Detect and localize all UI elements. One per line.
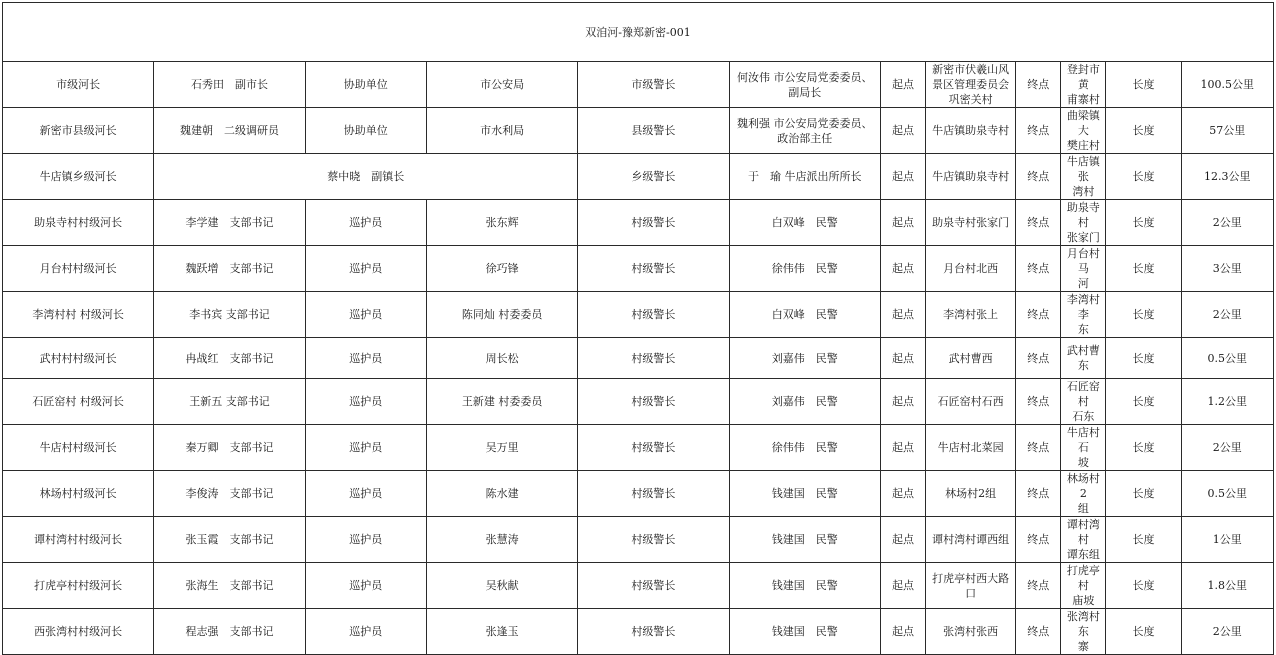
police-chief-cell: 刘嘉伟 民警 xyxy=(729,338,880,379)
police-level-cell: 村级警长 xyxy=(578,563,729,609)
end-point-cell: 登封市黄 甫寨村 xyxy=(1061,62,1106,108)
end-point-cell: 石匠窑村 石东 xyxy=(1061,379,1106,425)
police-chief-cell: 刘嘉伟 民警 xyxy=(729,379,880,425)
river-chief-cell: 魏跃增 支部书记 xyxy=(154,246,305,292)
length-label-cell: 长度 xyxy=(1106,471,1181,517)
length-label-cell: 长度 xyxy=(1106,154,1181,200)
length-value-cell: 3公里 xyxy=(1181,246,1273,292)
start-point-cell: 李湾村张上 xyxy=(926,292,1016,338)
table-row xyxy=(3,108,1274,154)
assist-label-cell: 协助单位 xyxy=(305,108,426,154)
length-label-cell: 长度 xyxy=(1106,609,1181,655)
end-point-cell: 牛店村石 坡 xyxy=(1061,425,1106,471)
table-row xyxy=(3,471,1274,517)
river-chief-cell: 冉战红 支部书记 xyxy=(154,338,305,379)
title-row xyxy=(3,3,1274,62)
assist-label-cell: 协助单位 xyxy=(305,62,426,108)
length-label-cell: 长度 xyxy=(1106,379,1181,425)
assist-label-cell: 巡护员 xyxy=(305,471,426,517)
table-row xyxy=(3,517,1274,563)
end-label-cell: 终点 xyxy=(1016,246,1061,292)
police-level-cell: 村级警长 xyxy=(578,425,729,471)
police-chief-cell: 徐伟伟 民警 xyxy=(729,425,880,471)
assist-unit-cell: 徐巧锋 xyxy=(426,246,577,292)
start-point-cell: 牛店村北菜园 xyxy=(926,425,1016,471)
start-label-cell: 起点 xyxy=(880,517,925,563)
police-level-cell: 村级警长 xyxy=(578,338,729,379)
river-chief-level-cell: 谭村湾村村级河长 xyxy=(3,517,154,563)
table-row xyxy=(3,62,1274,108)
start-point-cell: 张湾村张西 xyxy=(926,609,1016,655)
length-value-cell: 1公里 xyxy=(1181,517,1273,563)
end-point-cell: 牛店镇张 湾村 xyxy=(1061,154,1106,200)
end-label-cell: 终点 xyxy=(1016,563,1061,609)
river-chief-level-cell: 新密市县级河长 xyxy=(3,108,154,154)
length-label-cell: 长度 xyxy=(1106,517,1181,563)
length-value-cell: 2公里 xyxy=(1181,200,1273,246)
river-chief-cell: 李俊涛 支部书记 xyxy=(154,471,305,517)
river-chief-cell: 蔡中晓 副镇长 xyxy=(154,154,578,200)
end-label-cell: 终点 xyxy=(1016,471,1061,517)
river-chief-cell: 石秀田 副市长 xyxy=(154,62,305,108)
end-label-cell: 终点 xyxy=(1016,108,1061,154)
length-value-cell: 2公里 xyxy=(1181,292,1273,338)
river-chief-table xyxy=(2,2,1274,655)
start-point-cell: 石匠窑村石西 xyxy=(926,379,1016,425)
police-chief-cell: 何汝伟 市公安局党委委员、 副局长 xyxy=(729,62,880,108)
table-row xyxy=(3,338,1274,379)
start-point-cell: 打虎亭村西大路口 xyxy=(926,563,1016,609)
length-label-cell: 长度 xyxy=(1106,108,1181,154)
police-chief-cell: 钱建国 民警 xyxy=(729,563,880,609)
start-label-cell: 起点 xyxy=(880,379,925,425)
end-point-cell: 打虎亭村 庙坡 xyxy=(1061,563,1106,609)
police-chief-cell: 于 瑜 牛店派出所所长 xyxy=(729,154,880,200)
end-label-cell: 终点 xyxy=(1016,379,1061,425)
river-chief-level-cell: 打虎亭村村级河长 xyxy=(3,563,154,609)
police-level-cell: 村级警长 xyxy=(578,246,729,292)
assist-unit-cell: 吴万里 xyxy=(426,425,577,471)
river-chief-level-cell: 牛店镇乡级河长 xyxy=(3,154,154,200)
assist-unit-cell: 王新建 村委委员 xyxy=(426,379,577,425)
police-chief-cell: 钱建国 民警 xyxy=(729,517,880,563)
end-label-cell: 终点 xyxy=(1016,425,1061,471)
start-label-cell: 起点 xyxy=(880,154,925,200)
table-row xyxy=(3,379,1274,425)
table-row xyxy=(3,425,1274,471)
start-label-cell: 起点 xyxy=(880,292,925,338)
police-level-cell: 村级警长 xyxy=(578,609,729,655)
river-chief-level-cell: 西张湾村村级河长 xyxy=(3,609,154,655)
assist-label-cell: 巡护员 xyxy=(305,517,426,563)
river-chief-level-cell: 李湾村村 村级河长 xyxy=(3,292,154,338)
assist-unit-cell: 市水利局 xyxy=(426,108,577,154)
length-value-cell: 100.5公里 xyxy=(1181,62,1273,108)
river-chief-cell: 李学建 支部书记 xyxy=(154,200,305,246)
end-label-cell: 终点 xyxy=(1016,62,1061,108)
start-label-cell: 起点 xyxy=(880,425,925,471)
assist-label-cell: 巡护员 xyxy=(305,609,426,655)
police-level-cell: 村级警长 xyxy=(578,292,729,338)
police-chief-cell: 钱建国 民警 xyxy=(729,609,880,655)
end-label-cell: 终点 xyxy=(1016,200,1061,246)
assist-unit-cell: 张逢玉 xyxy=(426,609,577,655)
start-label-cell: 起点 xyxy=(880,246,925,292)
assist-label-cell: 巡护员 xyxy=(305,200,426,246)
start-label-cell: 起点 xyxy=(880,563,925,609)
table-row xyxy=(3,563,1274,609)
length-value-cell: 1.2公里 xyxy=(1181,379,1273,425)
river-chief-cell: 秦万卿 支部书记 xyxy=(154,425,305,471)
table-row xyxy=(3,246,1274,292)
start-point-cell: 武村曹西 xyxy=(926,338,1016,379)
assist-label-cell: 巡护员 xyxy=(305,379,426,425)
assist-unit-cell: 市公安局 xyxy=(426,62,577,108)
assist-unit-cell: 陈同灿 村委委员 xyxy=(426,292,577,338)
length-value-cell: 12.3公里 xyxy=(1181,154,1273,200)
end-point-cell: 武村曹东 xyxy=(1061,338,1106,379)
police-chief-cell: 白双峰 民警 xyxy=(729,200,880,246)
length-label-cell: 长度 xyxy=(1106,246,1181,292)
assist-unit-cell: 张东辉 xyxy=(426,200,577,246)
assist-label-cell: 巡护员 xyxy=(305,292,426,338)
river-chief-cell: 李书宾 支部书记 xyxy=(154,292,305,338)
river-chief-level-cell: 助泉寺村村级河长 xyxy=(3,200,154,246)
start-label-cell: 起点 xyxy=(880,62,925,108)
end-label-cell: 终点 xyxy=(1016,292,1061,338)
end-label-cell: 终点 xyxy=(1016,609,1061,655)
table-row xyxy=(3,154,1274,200)
end-point-cell: 谭村湾村 谭东组 xyxy=(1061,517,1106,563)
start-point-cell: 新密市伏羲山风 景区管理委员会 巩密关村 xyxy=(926,62,1016,108)
river-chief-level-cell: 林场村村级河长 xyxy=(3,471,154,517)
assist-unit-cell: 张慧涛 xyxy=(426,517,577,563)
end-point-cell: 林场村2 组 xyxy=(1061,471,1106,517)
length-value-cell: 2公里 xyxy=(1181,425,1273,471)
length-value-cell: 2公里 xyxy=(1181,609,1273,655)
start-point-cell: 月台村北西 xyxy=(926,246,1016,292)
start-point-cell: 牛店镇助泉寺村 xyxy=(926,108,1016,154)
end-label-cell: 终点 xyxy=(1016,338,1061,379)
river-chief-cell: 程志强 支部书记 xyxy=(154,609,305,655)
table-title: 双洎河-豫郑新密-001 xyxy=(3,3,1274,62)
end-label-cell: 终点 xyxy=(1016,517,1061,563)
end-point-cell: 月台村马 河 xyxy=(1061,246,1106,292)
start-point-cell: 助泉寺村张家门 xyxy=(926,200,1016,246)
length-label-cell: 长度 xyxy=(1106,292,1181,338)
assist-unit-cell: 周长松 xyxy=(426,338,577,379)
police-level-cell: 村级警长 xyxy=(578,379,729,425)
assist-label-cell: 巡护员 xyxy=(305,338,426,379)
length-value-cell: 0.5公里 xyxy=(1181,338,1273,379)
assist-unit-cell: 吴秋献 xyxy=(426,563,577,609)
length-label-cell: 长度 xyxy=(1106,200,1181,246)
police-chief-cell: 魏利强 市公安局党委委员、 政治部主任 xyxy=(729,108,880,154)
river-chief-cell: 魏建朝 二级调研员 xyxy=(154,108,305,154)
end-label-cell: 终点 xyxy=(1016,154,1061,200)
length-label-cell: 长度 xyxy=(1106,425,1181,471)
start-label-cell: 起点 xyxy=(880,338,925,379)
police-level-cell: 村级警长 xyxy=(578,471,729,517)
assist-label-cell: 巡护员 xyxy=(305,425,426,471)
start-label-cell: 起点 xyxy=(880,609,925,655)
police-level-cell: 村级警长 xyxy=(578,200,729,246)
assist-label-cell: 巡护员 xyxy=(305,563,426,609)
river-chief-level-cell: 武村村村级河长 xyxy=(3,338,154,379)
start-point-cell: 谭村湾村谭西组 xyxy=(926,517,1016,563)
river-chief-cell: 张海生 支部书记 xyxy=(154,563,305,609)
start-point-cell: 牛店镇助泉寺村 xyxy=(926,154,1016,200)
assist-unit-cell: 陈水建 xyxy=(426,471,577,517)
end-point-cell: 助泉寺村 张家门 xyxy=(1061,200,1106,246)
police-level-cell: 乡级警长 xyxy=(578,154,729,200)
end-point-cell: 张湾村东 寨 xyxy=(1061,609,1106,655)
start-label-cell: 起点 xyxy=(880,471,925,517)
river-chief-cell: 张玉霞 支部书记 xyxy=(154,517,305,563)
police-chief-cell: 徐伟伟 民警 xyxy=(729,246,880,292)
end-point-cell: 李湾村李 东 xyxy=(1061,292,1106,338)
river-chief-level-cell: 市级河长 xyxy=(3,62,154,108)
police-level-cell: 村级警长 xyxy=(578,517,729,563)
river-chief-cell: 王新五 支部书记 xyxy=(154,379,305,425)
length-value-cell: 0.5公里 xyxy=(1181,471,1273,517)
police-level-cell: 市级警长 xyxy=(578,62,729,108)
length-label-cell: 长度 xyxy=(1106,62,1181,108)
river-chief-level-cell: 月台村村级河长 xyxy=(3,246,154,292)
police-level-cell: 县级警长 xyxy=(578,108,729,154)
river-chief-level-cell: 牛店村村级河长 xyxy=(3,425,154,471)
start-label-cell: 起点 xyxy=(880,108,925,154)
length-value-cell: 57公里 xyxy=(1181,108,1273,154)
river-chief-level-cell: 石匠窑村 村级河长 xyxy=(3,379,154,425)
start-point-cell: 林场村2组 xyxy=(926,471,1016,517)
police-chief-cell: 钱建国 民警 xyxy=(729,471,880,517)
assist-label-cell: 巡护员 xyxy=(305,246,426,292)
length-label-cell: 长度 xyxy=(1106,563,1181,609)
table-row xyxy=(3,609,1274,655)
police-chief-cell: 白双峰 民警 xyxy=(729,292,880,338)
length-label-cell: 长度 xyxy=(1106,338,1181,379)
table-row xyxy=(3,200,1274,246)
length-value-cell: 1.8公里 xyxy=(1181,563,1273,609)
end-point-cell: 曲梁镇大 樊庄村 xyxy=(1061,108,1106,154)
start-label-cell: 起点 xyxy=(880,200,925,246)
table-row xyxy=(3,292,1274,338)
